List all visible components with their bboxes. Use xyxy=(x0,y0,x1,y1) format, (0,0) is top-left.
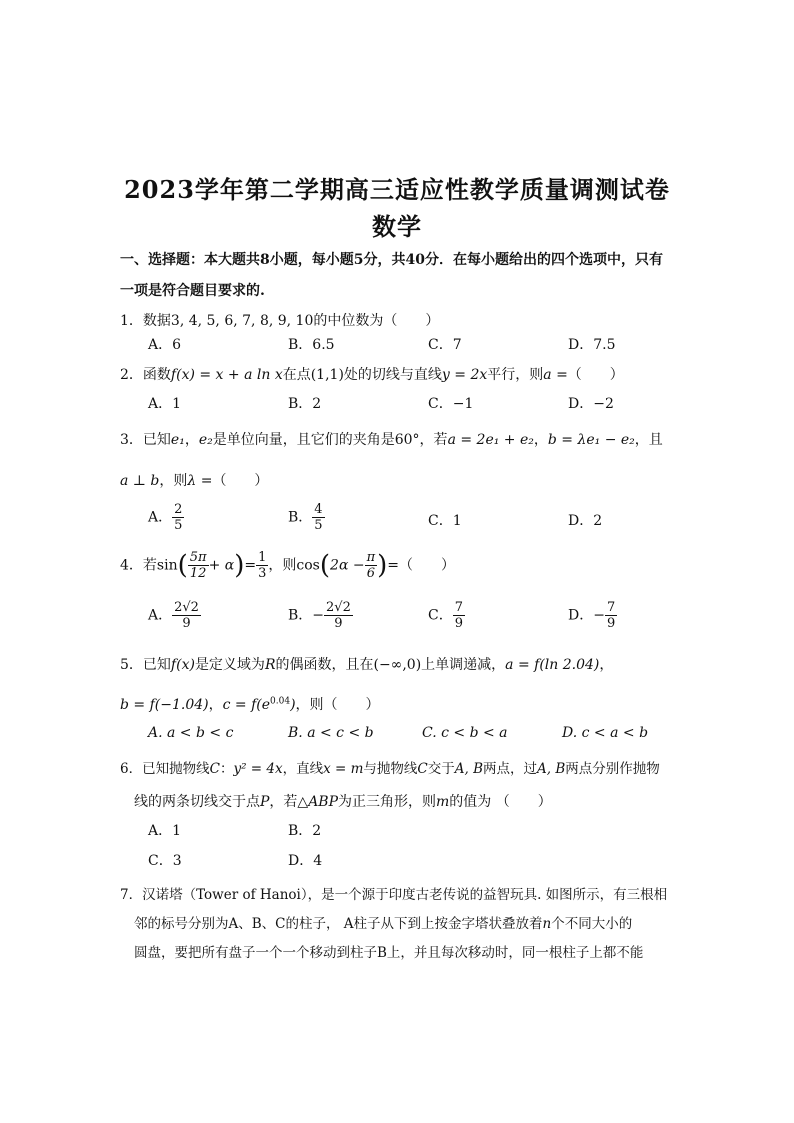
question-3-stem: 3．已知e₁，e₂是单位向量，且它们的夹角是60°，若a = 2e₁ + e₂，b = λe₁ − e₂，且 xyxy=(120,432,663,448)
question-1-option-d: D．7.5 xyxy=(568,337,616,353)
question-7-stem-cont: 邻的标号分别为A、B、C的柱子， A柱子从下到上按金字塔状叠放着n个不同大小的 xyxy=(134,916,633,932)
question-5-option-d: D. c < a < b xyxy=(562,725,649,741)
question-2-option-c: C．−1 xyxy=(428,396,474,412)
question-2-stem: 2．函数f(x) = x + a ln x在点(1,1)处的切线与直线y = 2x平行，则a =（ ） xyxy=(120,367,624,383)
question-5-option-b: B. a < c < b xyxy=(288,725,374,741)
question-1-option-b: B．6.5 xyxy=(288,337,335,353)
question-6-stem-cont: 线的两条切线交于点P，若△ABP为正三角形，则m的值为 （ ） xyxy=(134,794,552,810)
question-3-option-b: B． $\frac{4}{5}$ xyxy=(288,502,323,533)
question-4-option-d: D．− $\frac{7}{9}$ xyxy=(568,600,616,631)
exam-subject: 数学 xyxy=(372,212,422,241)
question-4-option-a: A． $\frac{2√2}{9}$ xyxy=(148,600,199,631)
question-3-stem-cont: a ⊥ b，则λ =（ ） xyxy=(120,473,269,489)
question-1-option-a: A．6 xyxy=(148,337,182,353)
question-2-option-b: B．2 xyxy=(288,396,322,412)
question-6-option-d: D．4 xyxy=(288,853,323,869)
exam-title: 2023学年第二学期高三适应性教学质量调测试卷 xyxy=(124,175,670,204)
question-5-stem-cont: b = f(−1.04)，$c = f(e^{0.04})$，则（ ） xyxy=(120,696,380,713)
question-3-option-c: C．1 xyxy=(428,513,462,529)
question-6-stem: 6．已知抛物线C：y² = 4x，直线x = m与抛物线C交于A, B两点，过A, B两点分别作抛物 xyxy=(120,761,660,777)
question-1-option-c: C．7 xyxy=(428,337,462,353)
question-3-option-a: A． $\frac{2}{5}$ xyxy=(148,502,183,533)
point-expression: (1,1) xyxy=(310,367,344,383)
question-5-stem: 5．已知f(x)是定义域为R的偶函数，且在(−∞,0)上单调递减，a = f(ln 2.04)， xyxy=(120,657,614,673)
section-heading: 一、选择题：本大题共8小题，每小题5分，共40分．在每小题给出的四个选项中，只有 xyxy=(120,252,663,268)
question-4-option-b: B．− $\frac{2√2}{9}$ xyxy=(288,600,351,631)
question-2-option-d: D．−2 xyxy=(568,396,614,412)
question-7-stem-cont-2: 圆盘，要把所有盘子一个一个移动到柱子B上，并且每次移动时，同一根柱子上都不能 xyxy=(134,945,644,961)
question-1-stem: 1．数据3, 4, 5, 6, 7, 8, 9, 10的中位数为（ ） xyxy=(120,313,440,329)
question-7-stem: 7．汉诺塔（Tower of Hanoi），是一个源于印度古老传说的益智玩具. 如图所示，有三根相 xyxy=(120,887,668,903)
question-6-option-b: B．2 xyxy=(288,823,322,839)
question-5-option-a: A. a < b < c xyxy=(148,725,234,741)
question-4-option-c: C． $\frac{7}{9}$ xyxy=(428,600,463,631)
function-expression: f(x) = x + a ln x xyxy=(170,367,283,383)
question-6-option-a: A．1 xyxy=(148,823,182,839)
line-expression: y = 2x xyxy=(441,367,488,383)
question-2-option-a: A．1 xyxy=(148,396,182,412)
section-heading-cont: 一项是符合题目要求的. xyxy=(120,283,265,299)
question-6-option-c: C．3 xyxy=(148,853,182,869)
question-3-option-d: D．2 xyxy=(568,513,603,529)
question-4-stem: 4．若sin( $\frac{5\pi}{12}$ + α)= $\frac{1}{3}$ ，则cos(2α − $\frac{\pi}{6}$ )=（ ） xyxy=(120,550,456,581)
question-5-option-c: C. c < b < a xyxy=(422,725,508,741)
